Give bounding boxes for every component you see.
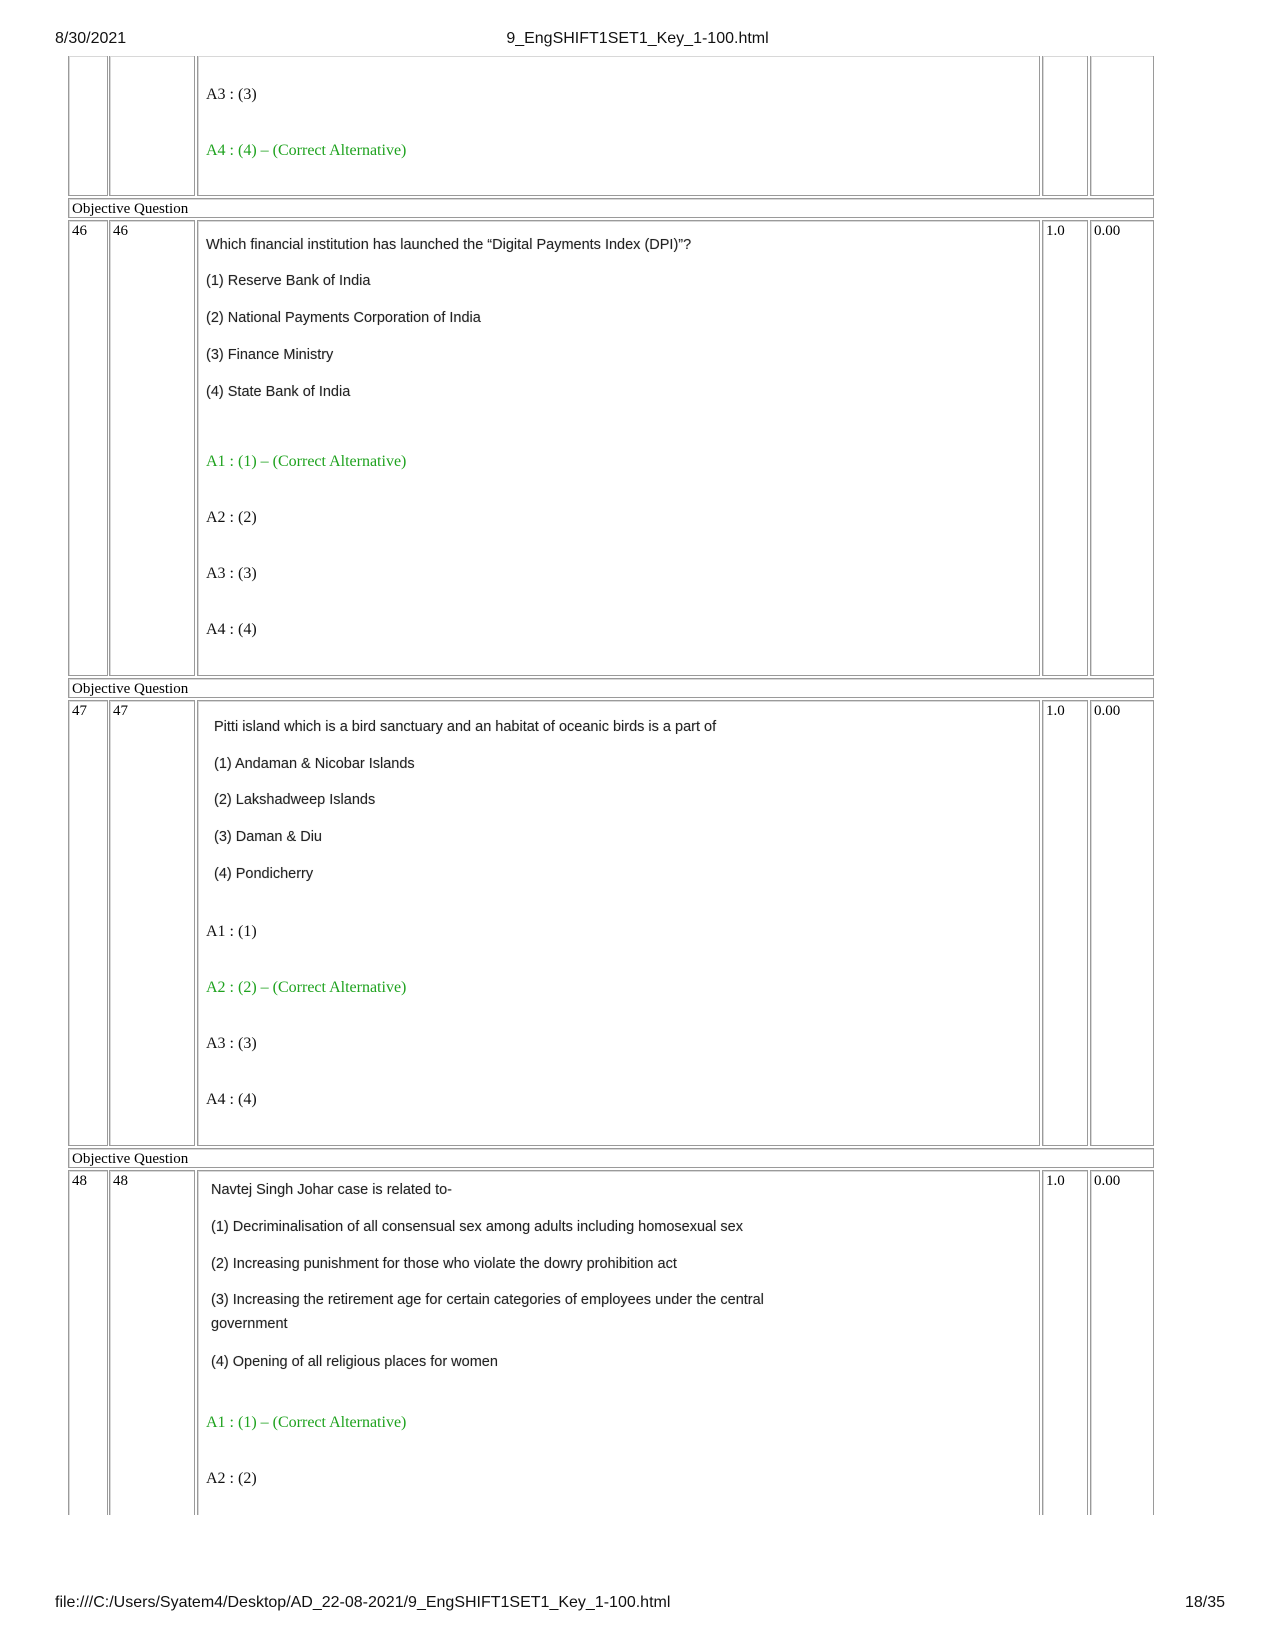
negative-marks: 0.00: [1090, 220, 1154, 676]
option-2: (2) National Payments Corporation of India: [206, 310, 481, 326]
sno-cell: [68, 56, 108, 196]
option-4: (4) Opening of all religious places for women: [211, 1354, 498, 1370]
page-number: 18/35: [1184, 1594, 1225, 1611]
correct-answer-option: A1 : (1) – (Correct Alternative): [206, 453, 407, 470]
serial-number: 48: [68, 1170, 108, 1515]
question-id: 46: [109, 220, 195, 676]
answer-option: A3 : (3): [206, 565, 257, 582]
marks: 1.0: [1042, 220, 1088, 676]
print-date: 8/30/2021: [55, 30, 127, 47]
negative-marks: 0.00: [1090, 700, 1154, 1146]
answer-option: A2 : (2): [206, 1470, 257, 1487]
answer-option: A3 : (3): [206, 86, 257, 103]
marks-cell: [1042, 56, 1088, 196]
answer-option: A3 : (3): [206, 1035, 257, 1052]
option-1: (1) Decriminalisation of all consensual sex among adults including homosexual sex: [211, 1219, 743, 1235]
option-4: (4) Pondicherry: [214, 866, 314, 882]
section-label: Objective Question: [68, 1148, 1154, 1168]
option-1: (1) Andaman & Nicobar Islands: [214, 756, 415, 772]
marks: 1.0: [1042, 700, 1088, 1146]
option-3: (3) Daman & Diu: [214, 829, 322, 845]
correct-answer-option: A4 : (4) – (Correct Alternative): [206, 142, 407, 159]
section-label: Objective Question: [68, 678, 1154, 698]
option-3: (3) Finance Ministry: [206, 347, 334, 363]
correct-answer-option: A2 : (2) – (Correct Alternative): [206, 979, 407, 996]
file-path: file:///C:/Users/Syatem4/Desktop/AD_22-08-2021/9_EngSHIFT1SET1_Key_1-100.html: [55, 1594, 671, 1611]
answer-option: A4 : (4): [206, 621, 257, 638]
question-id: 48: [109, 1170, 195, 1515]
marks: 1.0: [1042, 1170, 1088, 1515]
serial-number: 46: [68, 220, 108, 676]
option-2: (2) Lakshadweep Islands: [214, 792, 376, 808]
negative-marks: 0.00: [1090, 1170, 1154, 1515]
question-cell: [197, 56, 1040, 196]
question-text: Which financial institution has launched the “Digital Payments Index (DPI)”?: [206, 237, 692, 253]
question-text: Navtej Singh Johar case is related to-: [211, 1182, 452, 1198]
question-text: Pitti island which is a bird sanctuary and an habitat of oceanic birds is a part of: [214, 719, 717, 735]
option-4: (4) State Bank of India: [206, 384, 351, 400]
serial-number: 47: [68, 700, 108, 1146]
answer-key-table: [68, 0, 1206, 1651]
negative-marks-cell: [1090, 56, 1154, 196]
option-3: (3) Increasing the retirement age for certain categories of employees under the central government: [211, 1292, 764, 1332]
answer-option: A2 : (2): [206, 509, 257, 526]
answer-option: A4 : (4): [206, 1091, 257, 1108]
option-1: (1) Reserve Bank of India: [206, 273, 371, 289]
section-label: Objective Question: [68, 198, 1154, 218]
correct-answer-option: A1 : (1) – (Correct Alternative): [206, 1414, 407, 1431]
question-id: 47: [109, 700, 195, 1146]
answer-option: A1 : (1): [206, 923, 257, 940]
option-2: (2) Increasing punishment for those who violate the dowry prohibition act: [211, 1256, 677, 1272]
document-title: 9_EngSHIFT1SET1_Key_1-100.html: [506, 30, 769, 47]
qid-cell: [109, 56, 195, 196]
